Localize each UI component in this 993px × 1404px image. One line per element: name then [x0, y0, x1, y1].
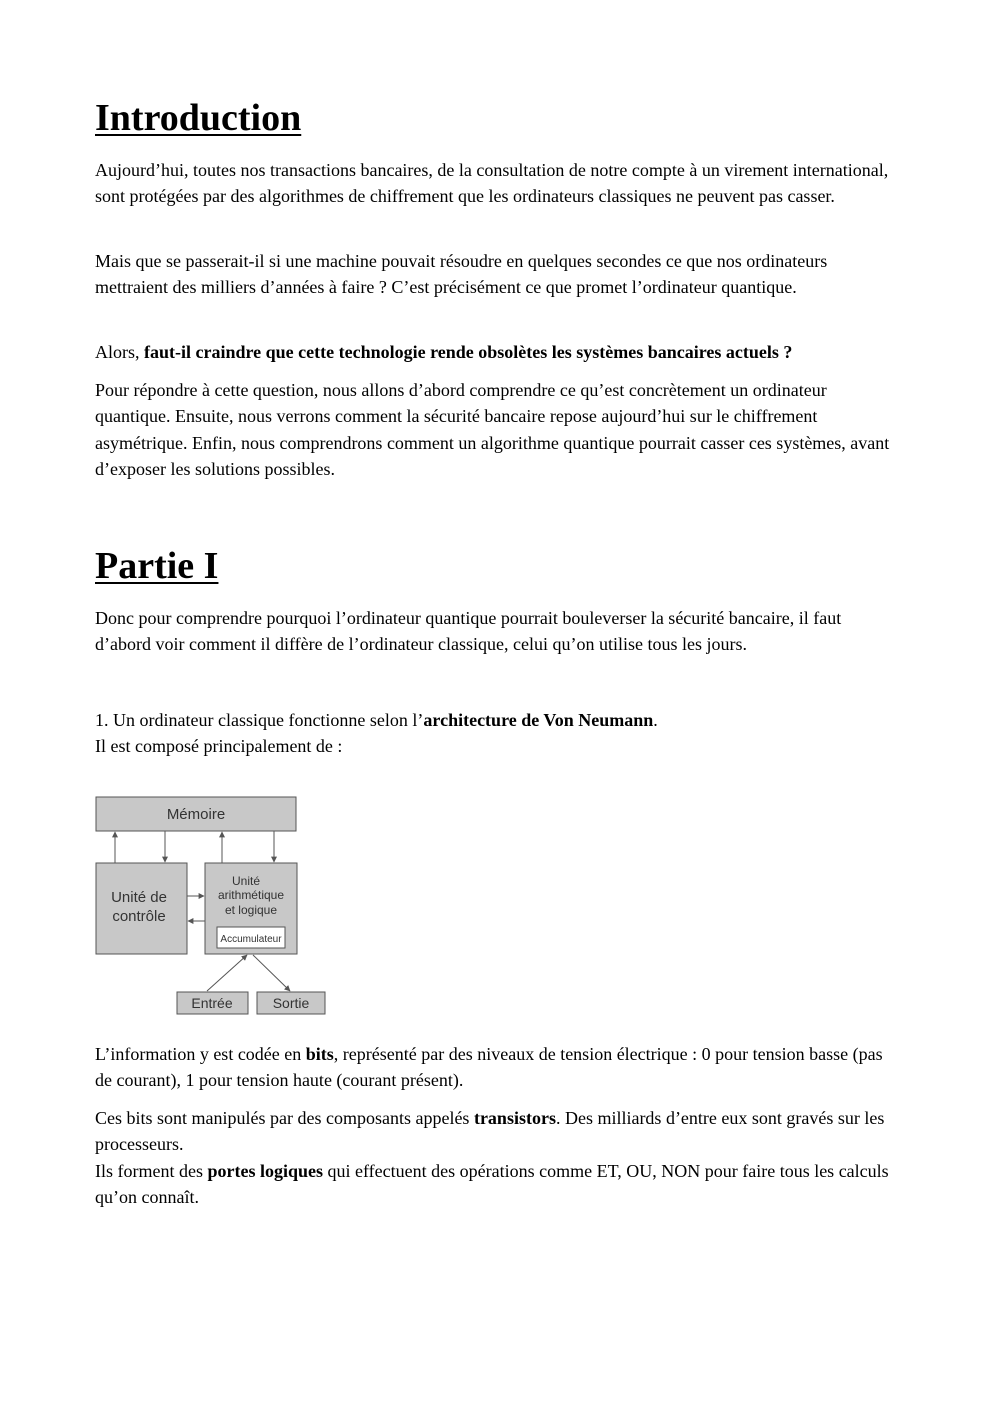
- control-unit-label-line1: Unité de: [111, 889, 167, 906]
- arrow-input-to-alu: [207, 955, 247, 991]
- intro-paragraph-plan: Pour répondre à cette question, nous allons d’abord comprendre ce qu’est concrètement un ordinateur quantique. Ensuite, nous verrons comment la sécurité bancaire repose aujourd’hui sur le chiffrement asymétrique. Enfin, nous comprendrons comment un algorithme quantique pourrait casser ces systèmes, avant d’exposer les solutions possibles.: [95, 380, 890, 480]
- intro-question-bold: faut-il craindre que cette technologie rende obsolètes les systèmes bancaires actuels ?: [144, 342, 793, 362]
- section-title-partie-1: Partie I: [95, 545, 219, 587]
- transistors-paragraph: [95, 1105, 895, 1158]
- alu-label-line3: et logique: [224, 903, 278, 917]
- logic-gates-paragraph: [95, 1158, 895, 1211]
- input-label: Entrée: [191, 995, 233, 1011]
- bits-bold: bits: [305, 1044, 334, 1064]
- item1-line2: Il est composé principalement de :: [95, 736, 343, 757]
- accumulator-label: Accumulateur: [220, 934, 282, 945]
- intro-question-prefix: Alors,: [95, 342, 144, 362]
- arrow-alu-to-output: [253, 955, 290, 991]
- item1-bold: architecture de Von Neumann: [423, 710, 654, 730]
- bits-prefix: L’information y est codée en: [95, 1044, 306, 1064]
- intro-paragraph-2: Mais que se passerait-il si une machine pouvait résoudre en quelques secondes ce que nos ordinateurs mettraient des milliers d’années à faire ? C’est précisément ce que promet l’ordinateur quantique.: [95, 251, 828, 298]
- memory-label: Mémoire: [166, 806, 226, 823]
- partie1-paragraph-1: Donc pour comprendre pourquoi l’ordinateur quantique pourrait bouleverser la sécurité bancaire, il faut d’abord voir comment il diffère de l’ordinateur classique, celui qu’on utilise tous les jours.: [95, 608, 842, 655]
- item1-prefix: 1. Un ordinateur classique fonctionne selon l’: [95, 710, 424, 730]
- item1-suffix: .: [653, 710, 658, 730]
- transistors-suffix: . Des milliards d’entre eux sont gravés sur les processeurs.: [95, 1108, 885, 1155]
- bits-paragraph: [95, 1041, 895, 1094]
- alu-label-line1: Unité: [231, 874, 261, 888]
- intro-question-paragraph: [95, 339, 895, 365]
- intro-paragraph-1: Aujourd’hui, toutes nos transactions bancaires, de la consultation de notre compte à un virement international, sont protégées par des algorithmes de chiffrement que les ordinateurs classiques ne peuvent pas casser.: [95, 160, 889, 207]
- control-unit-label-line2: contrôle: [112, 908, 166, 925]
- logic-gates-bold: portes logiques: [207, 1161, 323, 1181]
- transistors-bold: transistors: [473, 1108, 556, 1128]
- partie1-item-1: [95, 707, 895, 760]
- logic-gates-suffix: qui effectuent des opérations comme ET, OU, NON pour faire tous les calculs qu’on connaît.: [95, 1161, 889, 1208]
- bits-suffix: , représenté par des niveaux de tension électrique : 0 pour tension basse (pas de courant), 1 pour tension haute (courant présent).: [95, 1044, 883, 1091]
- von-neumann-diagram: [95, 795, 327, 1017]
- alu-label-line2: arithmétique: [217, 888, 285, 902]
- section-title-introduction: Introduction: [95, 97, 302, 139]
- transistors-prefix: Ces bits sont manipulés par des composants appelés: [95, 1108, 474, 1128]
- logic-gates-prefix: Ils forment des: [95, 1161, 208, 1181]
- output-label: Sortie: [272, 995, 310, 1011]
